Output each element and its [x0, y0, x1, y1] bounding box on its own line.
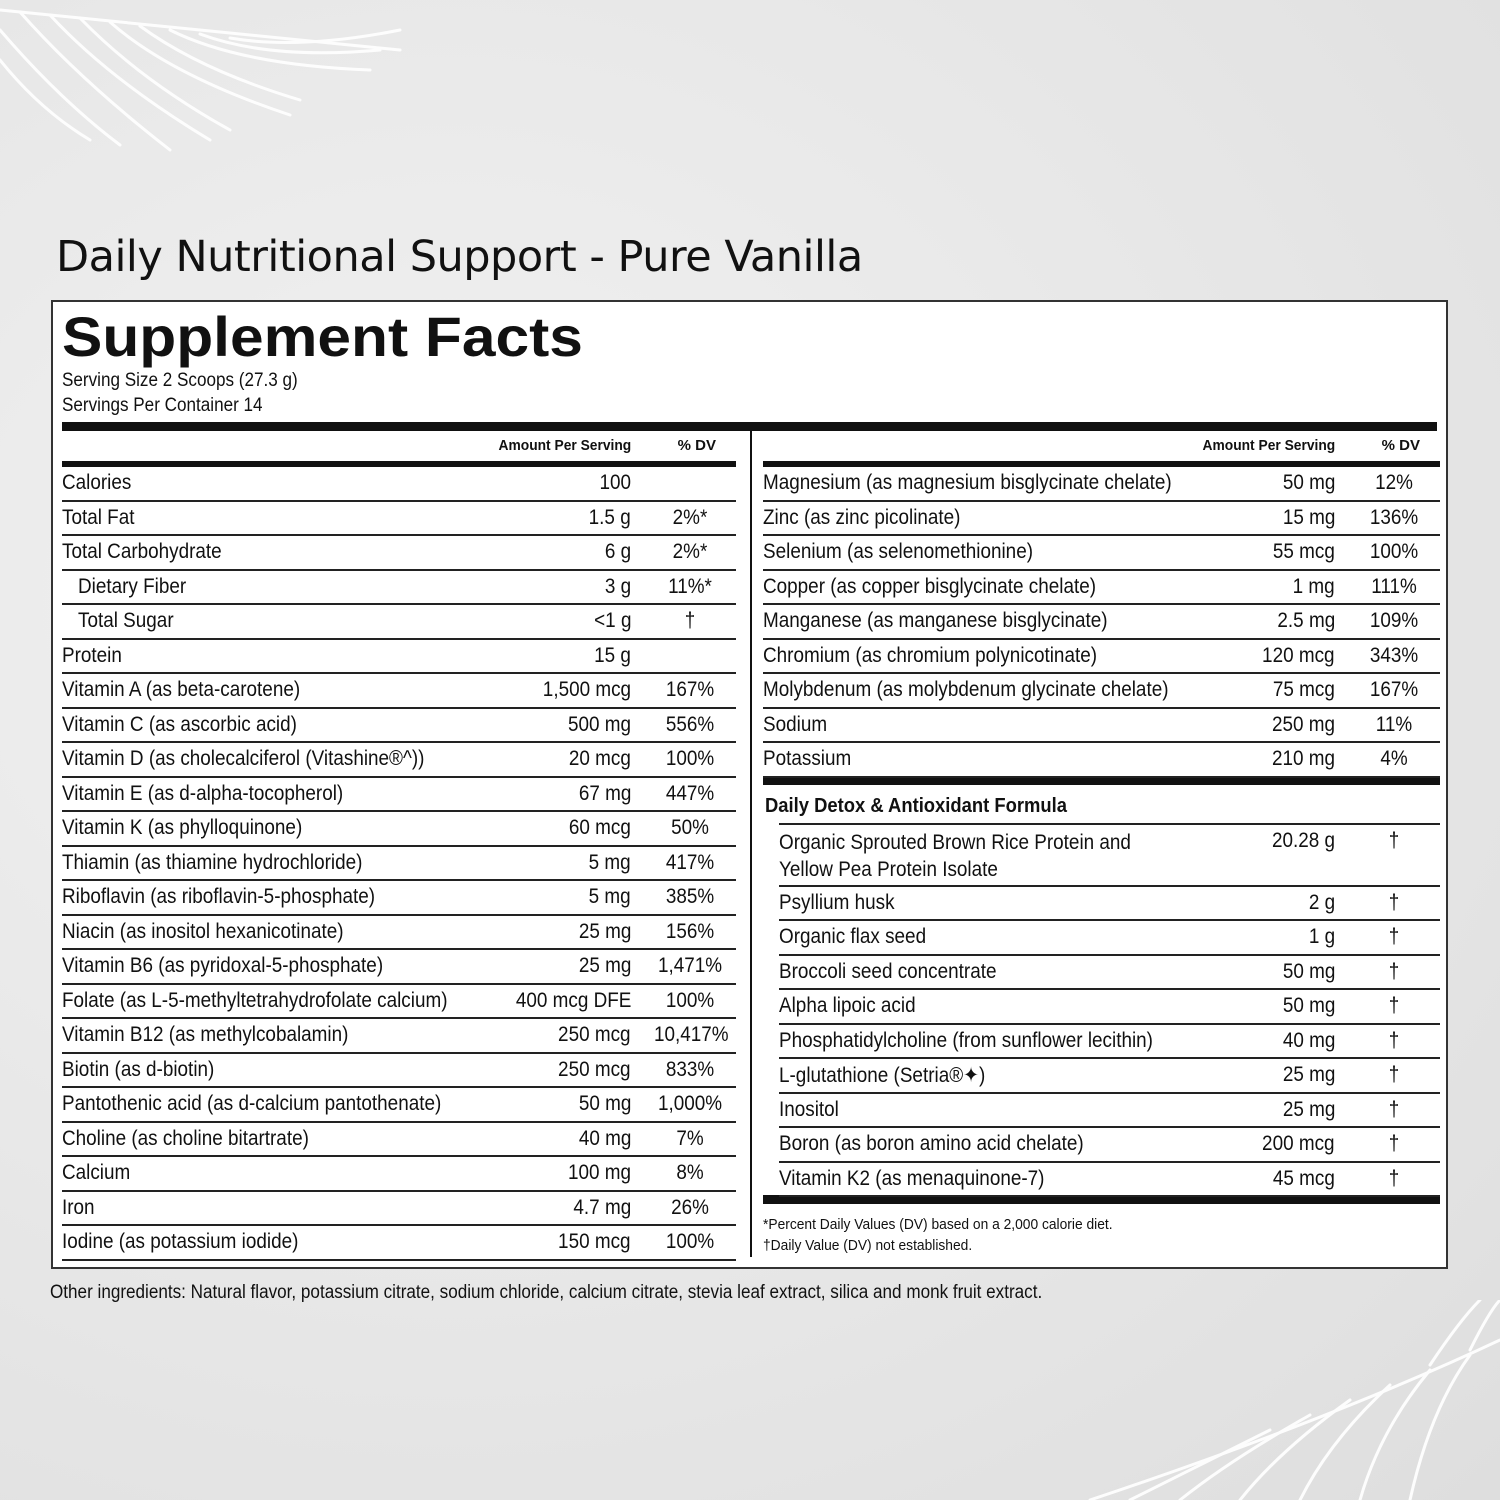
column-header	[62, 431, 736, 461]
amount-value: 40 mg	[578, 1126, 631, 1150]
nutrient-name: Thiamin (as thiamine hydrochloride)	[62, 850, 363, 874]
table-row	[779, 1059, 1440, 1094]
amount-value: 5 mg	[588, 850, 631, 874]
daily-value: 167%	[665, 678, 715, 701]
daily-value: 2%*	[672, 540, 708, 563]
table-row	[62, 536, 736, 571]
nutrient-name: Dietary Fiber	[78, 574, 187, 598]
daily-value: 417%	[665, 850, 715, 874]
nutrient-name: Molybdenum (as molybdenum glycinate chelate)	[763, 678, 1169, 701]
table-row	[62, 950, 736, 985]
table-row	[62, 1226, 736, 1261]
table-row	[779, 956, 1440, 991]
amount-value: 1,500 mcg	[542, 678, 631, 701]
daily-value: 109%	[1369, 609, 1419, 632]
amount-value: 75 mcg	[1273, 678, 1335, 701]
supplement-facts-heading: Supplement Facts	[62, 305, 583, 368]
daily-value: †	[1388, 1028, 1400, 1052]
amount-value: 1 mg	[1292, 574, 1335, 598]
column-header	[763, 431, 1440, 461]
table-row	[62, 709, 736, 744]
table-row	[62, 502, 736, 537]
amount-value: 250 mcg	[558, 1023, 631, 1046]
amount-value: 120 mcg	[1262, 643, 1335, 667]
amount-value: 55 mcg	[1273, 540, 1335, 563]
serving-size: Serving Size 2 Scoops (27.3 g)	[62, 370, 298, 391]
daily-value: 10,417%	[654, 1023, 729, 1046]
daily-value: 1,471%	[657, 954, 723, 977]
daily-value: 2%*	[672, 505, 708, 529]
top-rule	[62, 422, 1437, 431]
daily-value: 385%	[665, 885, 715, 908]
servings-per-container: Servings Per Container 14	[62, 395, 263, 416]
table-row	[763, 743, 1440, 778]
table-row	[763, 536, 1440, 571]
daily-value: 447%	[665, 781, 715, 805]
blend-list	[779, 823, 1440, 1198]
amount-value: 25 mg	[578, 919, 631, 943]
dv-header: % DV	[1381, 437, 1420, 454]
nutrient-name: Vitamin K2 (as menaquinone-7)	[779, 1166, 1045, 1190]
nutrient-name: Vitamin E (as d-alpha-tocopherol)	[62, 781, 344, 805]
nutrient-name: Alpha lipoic acid	[779, 994, 916, 1017]
table-row	[779, 825, 1440, 887]
blend-title: Daily Detox & Antioxidant Formula	[765, 794, 1067, 817]
table-row	[62, 1054, 736, 1089]
daily-value: †	[684, 609, 696, 632]
nutrient-name: Total Fat	[62, 505, 135, 529]
nutrient-name: Organic flax seed	[779, 925, 927, 948]
amount-value: 40 mg	[1282, 1028, 1335, 1052]
table-row	[62, 985, 736, 1020]
amount-value: 2 g	[1308, 890, 1335, 914]
amount-value: 210 mg	[1271, 747, 1335, 770]
table-row	[62, 916, 736, 951]
nutrient-name: Chromium (as chromium polynicotinate)	[763, 643, 1098, 667]
amount-value: <1 g	[593, 609, 631, 632]
table-row	[779, 1025, 1440, 1060]
amount-value: 50 mg	[578, 1092, 631, 1115]
table-row	[763, 674, 1440, 709]
nutrient-name: Iron	[62, 1195, 95, 1219]
table-row	[62, 778, 736, 813]
nutrient-name: Riboflavin (as riboflavin-5-phosphate)	[62, 885, 376, 908]
table-row	[62, 1019, 736, 1054]
table-row	[62, 571, 736, 606]
page-title: Daily Nutritional Support - Pure Vanilla	[56, 232, 863, 282]
amount-value: 4.7 mg	[573, 1195, 631, 1219]
nutrient-name: Vitamin K (as phylloquinone)	[62, 816, 303, 839]
table-row	[779, 990, 1440, 1025]
table-row	[62, 1088, 736, 1123]
palm-leaf-decoration-top-left	[0, 0, 420, 170]
amount-value: 5 mg	[588, 885, 631, 908]
table-row	[62, 881, 736, 916]
nutrient-name: Calcium	[62, 1161, 131, 1184]
supplement-facts-panel	[51, 300, 1448, 1269]
table-row	[62, 812, 736, 847]
table-row	[779, 1163, 1440, 1198]
amount-value: 1.5 g	[588, 505, 631, 529]
amount-value: 50 mg	[1282, 959, 1335, 983]
daily-value: †	[1388, 959, 1400, 983]
table-row	[763, 467, 1440, 502]
table-row	[62, 1157, 736, 1192]
daily-value: 111%	[1371, 574, 1417, 598]
nutrient-name: Sodium	[763, 712, 828, 736]
table-row	[62, 1192, 736, 1227]
nutrient-name: Vitamin B6 (as pyridoxal-5-phosphate)	[62, 954, 384, 977]
dv-header: % DV	[677, 437, 716, 454]
other-ingredients: Other ingredients: Natural flavor, potassium citrate, sodium chloride, calcium citrate, stevia leaf extract, silica and monk fruit extract.	[50, 1282, 1043, 1303]
daily-value: 11%*	[668, 574, 712, 598]
daily-value: †	[1388, 1166, 1400, 1190]
amount-value: 6 g	[604, 540, 631, 563]
nutrient-name: L-glutathione (Setria®✦)	[779, 1064, 986, 1087]
amount-value: 500 mg	[567, 712, 631, 736]
amount-value: 45 mcg	[1273, 1166, 1335, 1190]
amount-value: 100 mg	[567, 1161, 631, 1184]
nutrient-name: Manganese (as manganese bisglycinate)	[763, 609, 1108, 632]
left-column	[62, 431, 736, 1261]
table-row	[62, 1123, 736, 1158]
daily-value: 167%	[1369, 678, 1419, 701]
nutrient-list-right	[763, 467, 1440, 778]
nutrient-name: Selenium (as selenomethionine)	[763, 540, 1033, 563]
amount-value: 1 g	[1308, 925, 1335, 948]
nutrient-name: Total Sugar	[78, 609, 174, 632]
nutrient-name: Magnesium (as magnesium bisglycinate chelate)	[763, 471, 1172, 494]
palm-leaf-decoration-bottom-right	[1030, 1300, 1500, 1500]
amount-value: 2.5 mg	[1277, 609, 1335, 632]
daily-value: †	[1388, 994, 1400, 1017]
amount-value: 150 mcg	[558, 1230, 631, 1253]
nutrient-name: Biotin (as d-biotin)	[62, 1057, 215, 1081]
amount-header: Amount Per Serving	[1202, 437, 1335, 454]
daily-value: 8%	[676, 1161, 704, 1184]
amount-value: 20.28 g	[1271, 828, 1335, 852]
daily-value: 50%	[671, 816, 709, 839]
table-row	[62, 640, 736, 675]
table-row	[763, 605, 1440, 640]
nutrient-name: Pantothenic acid (as d-calcium pantothenate)	[62, 1092, 442, 1115]
column-divider	[750, 431, 752, 1257]
amount-value: 3 g	[604, 574, 631, 598]
nutrient-name: Inositol	[779, 1097, 839, 1121]
amount-value: 50 mg	[1282, 994, 1335, 1017]
nutrient-name: Broccoli seed concentrate	[779, 959, 997, 983]
nutrient-name: Calories	[62, 471, 132, 494]
nutrient-name: Total Carbohydrate	[62, 540, 222, 563]
table-row	[763, 502, 1440, 537]
daily-value: 11%	[1375, 712, 1413, 736]
amount-value: 250 mg	[1271, 712, 1335, 736]
daily-value: †	[1388, 828, 1400, 852]
daily-value: 156%	[665, 919, 715, 943]
table-row	[62, 467, 736, 502]
table-row	[62, 743, 736, 778]
nutrient-name: Vitamin D (as cholecalciferol (Vitashine®^))	[62, 747, 425, 770]
daily-value: †	[1388, 1132, 1400, 1155]
amount-value: 50 mg	[1282, 471, 1335, 494]
amount-value: 20 mcg	[569, 747, 631, 770]
nutrient-name: Vitamin A (as beta-carotene)	[62, 678, 301, 701]
table-row	[779, 1128, 1440, 1163]
footnote-dv: *Percent Daily Values (DV) based on a 2,000 calorie diet.	[763, 1216, 1113, 1233]
daily-value: 4%	[1380, 747, 1408, 770]
amount-value: 60 mcg	[569, 816, 631, 839]
daily-value: 100%	[665, 988, 715, 1012]
daily-value: 100%	[665, 1230, 715, 1253]
table-row	[763, 709, 1440, 744]
daily-value: 26%	[671, 1195, 709, 1219]
nutrient-name: Phosphatidylcholine (from sunflower lecithin)	[779, 1028, 1153, 1052]
amount-value: 67 mg	[578, 781, 631, 805]
table-row	[779, 1094, 1440, 1129]
table-row	[62, 605, 736, 640]
amount-value: 25 mg	[1282, 1097, 1335, 1121]
nutrient-name: Copper (as copper bisglycinate chelate)	[763, 574, 1097, 598]
amount-value: 100	[599, 471, 631, 494]
daily-value: 556%	[665, 712, 715, 736]
amount-value: 400 mcg DFE	[515, 988, 631, 1012]
daily-value: †	[1388, 1097, 1400, 1121]
amount-value: 15 mg	[1282, 505, 1335, 529]
daily-value: †	[1388, 890, 1400, 914]
amount-value: 25 mg	[1282, 1063, 1335, 1086]
nutrient-list-left	[62, 467, 736, 1261]
right-column	[763, 431, 1440, 1256]
nutrient-name: Organic Sprouted Brown Rice Protein and Yellow Pea Protein Isolate	[779, 830, 1131, 881]
nutrient-name: Choline (as choline bitartrate)	[62, 1126, 309, 1150]
nutrient-name: Boron (as boron amino acid chelate)	[779, 1132, 1084, 1155]
amount-value: 200 mcg	[1262, 1132, 1335, 1155]
daily-value: 343%	[1369, 643, 1419, 667]
amount-value: 25 mg	[578, 954, 631, 977]
daily-value: †	[1388, 925, 1400, 948]
daily-value: 1,000%	[657, 1092, 723, 1115]
daily-value: 12%	[1375, 471, 1413, 494]
serving-info	[62, 368, 298, 418]
amount-value: 15 g	[594, 643, 631, 667]
nutrient-name: Potassium	[763, 747, 852, 770]
daily-value: †	[1388, 1063, 1400, 1086]
nutrient-name: Folate (as L-5-methyltetrahydrofolate calcium)	[62, 988, 448, 1012]
amount-header: Amount Per Serving	[498, 437, 631, 454]
nutrient-name: Iodine (as potassium iodide)	[62, 1230, 299, 1253]
footnotes	[763, 1214, 1386, 1256]
nutrient-name: Niacin (as inositol hexanicotinate)	[62, 919, 344, 943]
table-row	[62, 847, 736, 882]
nutrient-name: Zinc (as zinc picolinate)	[763, 505, 961, 529]
nutrient-name: Vitamin B12 (as methylcobalamin)	[62, 1023, 349, 1046]
table-row	[763, 640, 1440, 675]
table-row	[763, 571, 1440, 606]
table-row	[779, 887, 1440, 922]
table-row	[62, 674, 736, 709]
nutrient-name: Psyllium husk	[779, 890, 895, 914]
daily-value: 100%	[1369, 540, 1419, 563]
footnote-not-established: †Daily Value (DV) not established.	[763, 1237, 973, 1254]
daily-value: 833%	[665, 1057, 715, 1081]
daily-value: 100%	[665, 747, 715, 770]
table-row	[779, 921, 1440, 956]
amount-value: 250 mcg	[558, 1057, 631, 1081]
daily-value: 7%	[676, 1126, 704, 1150]
nutrient-name: Vitamin C (as ascorbic acid)	[62, 712, 297, 736]
daily-value: 136%	[1369, 505, 1419, 529]
nutrient-name: Protein	[62, 643, 122, 667]
